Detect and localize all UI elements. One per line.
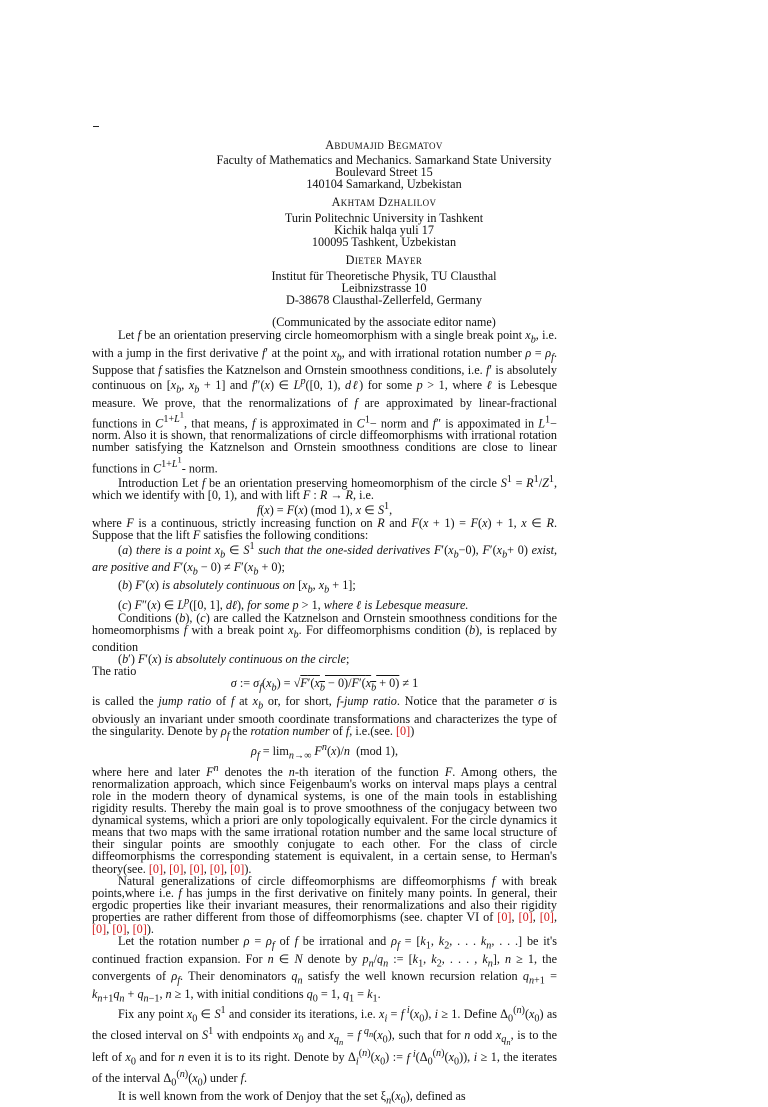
affiliation-1-line-1: Faculty of Mathematics and Mechanics. Samarkand State University bbox=[216, 153, 552, 167]
citation-link[interactable]: [0] bbox=[132, 922, 147, 936]
citation-link[interactable]: [0] bbox=[230, 861, 245, 876]
denjoy-paragraph: It is well known from the work of Denjoy that the set $\xi_n(x_0)$, defined as bbox=[118, 1088, 466, 1107]
citation-link[interactable]: [0] bbox=[518, 909, 533, 924]
condition-a: (a) there is a point $x_b$ ∈ $S^1$ such that the one-sided derivatives $F'(x_b-0)$, $F'(x_b+ 0)$ exist, are positive and $F'(x_b - 0) \ne F'(x_b + 0)$; bbox=[92, 540, 558, 578]
communicated-line: (Communicated by the associate editor name) bbox=[272, 315, 496, 329]
equation-rotation-number: $\rho_f = \lim_{n\to\infty} F^n(x)/n$ (mod 1), bbox=[250, 742, 399, 762]
affiliation-3-line-2: Leibnizstrasse 10 bbox=[341, 281, 427, 295]
author-name-2: Akhtam Dzhalilov bbox=[331, 195, 437, 209]
generalizations-paragraph: Natural generalizations of circle diffeomorphisms are diffeomorphisms f with break points,where i.e. f has jumps in the first derivative on finitely many points. In general, their ergodic properties like their invariant measures, their renormalizations and also their rigidity properties are rather different from those of diffeomorphisms (see. chapter VI of [0], [0], [0], [0], [0], [0]). bbox=[92, 873, 558, 936]
affiliation-1-line-3: 140104 Samarkand, Uzbekistan bbox=[306, 177, 462, 191]
abstract-paragraph: Let f be an orientation preserving circle homeomorphism with a single break point $x_b$, i.e. with a jump in the first derivative f′ at the point $x_b$, and with irrational rotation number $\rho = \rho_f$. Suppose that f satisfies the Katznelson and Ornstein smoothness conditions, i.e. f′ is absolutely continuous on [$x_b$, $x_b + 1$] and f″(x) ∈ $L^p([0$, 1), dℓ) for some p > 1, where ℓ is Lebesque measure. We prove, that the renormalizations of f are approximated by linear-fractional functions in $C^{1+L^1}$, that means, f is approximated in $C^1-$ norm and f″ is appoximated in $L^1-$ norm. Also it is shown, that renormalizations of circle diffeomorphisms with irrational rotation number satisfying the Katznelson and Ornstein smoothness conditions are close to linear functions in $C^{1+L^1}-$ norm. bbox=[92, 328, 558, 476]
equation-lift: f(x) = F(x) (mod 1), x ∈ $S^1$, bbox=[256, 501, 393, 518]
introduction-paragraph: Introduction Let f be an orientation preserving homeomorphism of the circle $S^1 = R^1/Z^1$, which we identify with [0, 1), and with lift F : R → R, i.e. bbox=[92, 474, 557, 503]
affiliation-3-line-3: D-38678 Clausthal-Zellerfeld, Germany bbox=[286, 293, 482, 307]
affiliation-2-line-1: Turin Politechnic University in Tashkent bbox=[284, 211, 484, 225]
affiliation-2-line-2: Kichik halqa yuli 17 bbox=[334, 223, 434, 237]
iterations-paragraph: Fix any point $x_0$ ∈ $S^1$ and consider its iterations, i.e. $x_i = f$ $^i(x_0)$, i ≥ 1. Define $\Delta_0^{(n)}(x_0)$ as the closed interval on $S^1$ with endpoints $x_0$ and $x_{q_n} = f$ $^{q_n}(x_0)$, such that for n odd $x_{q_n}$, is to the left of $x_0$ and for n even it is to its right. Denote by $\Delta_i^{(n)}(x_0)$ := f $^i(\Delta_0^{(n)}(x_0))$, i ≥ 1, the iterates of the interval $\Delta_0^{(n)}(x_0)$ under f. bbox=[92, 1005, 558, 1089]
citation-link[interactable]: [0] bbox=[148, 861, 164, 876]
condition-b: (b) F′(x) is absolutely continuous on [$x_b$, $x_b + 1$]; bbox=[118, 577, 356, 596]
paper-body bbox=[92, 329, 557, 1107]
equation-jump-ratio: σ := $\sigma_f(x_b) = √F'(x_b - 0)/F'(x_b + 0) \ne 1$ bbox=[230, 676, 419, 694]
continued-fraction-paragraph: Let the rotation number $\rho = \rho_f$ of f be irrational and $\rho_f = [k_1$, $k_2$, . . . $k_n$, . . .] be it's continued fraction expansion. For n ∈ N denote by $p_n/q_n$ := [$k_1$, $k_2$, . . . , $k_n$], n ≥ 1, the convergents of $\rho_f$. Their denominators $q_n$ satisfy the well known recursion relation $q_{n+1} = k_{n+1}q_n + q_{n-1}$, n ≥ 1, with initial conditions $q_0 = 1$, $q_1 = k_1$. bbox=[92, 934, 558, 1005]
citation-link[interactable]: [0] bbox=[189, 861, 204, 876]
ratio-label: The ratio bbox=[92, 664, 137, 679]
conditions-paragraph: Conditions (b), (c) are called the Katznelson and Ornstein smoothness conditions for the homeomorphisms f with a break point $x_b$. For diffeomorphisms condition (b), is replaced by condition bbox=[92, 610, 557, 655]
citation-link[interactable]: [0] bbox=[395, 723, 411, 738]
affiliation-2-line-3: 100095 Tashkent, Uzbekistan bbox=[311, 235, 457, 249]
citation-link[interactable]: [0] bbox=[539, 909, 554, 924]
lift-paragraph: where F is a continuous, strictly increasing function on R and F(x + 1) = F(x) + 1, x ∈ R. Suppose that the lift F satisfies the following conditions: bbox=[92, 515, 557, 542]
affiliation-1-line-2: Boulevard Street 15 bbox=[335, 165, 433, 179]
jump-ratio-paragraph: is called the jump ratio of f at $x_b$ or, for short, f-jump ratio. Notice that the parameter σ is obviously an invariant under smooth coordinate transformations and characterizes the type of the singularity. Denote by $\rho_f$ the rotation number of f, i.e.(see. [0]) bbox=[92, 693, 558, 742]
affiliation-3-line-1: Institut für Theoretische Physik, TU Clausthal bbox=[271, 269, 497, 283]
citation-link[interactable]: [0] bbox=[169, 861, 184, 876]
citation-link[interactable]: [0] bbox=[112, 922, 127, 936]
condition-b-prime: (b′) F′(x) is absolutely continuous on the circle; bbox=[118, 652, 350, 667]
renormalization-paragraph: where here and later $F^n$ denotes the n-th iteration of the function F. Among others, the renormalization approach, which since Feigenbaum's works on interval maps plays a central role in the modern theory of dynamical systems, is one of the main tools in establishing rigidity results. Thereby the main goal is to prove smoothness of the conjugacy between two dynamical systems, which a priori are only topologically equivalent. For the circle dynamics it means that two maps with the same irrational rotation number and the same local structure of their singular points are smoothly conjugate to each other. For the class of circle diffeomorphisms the corresponding statement is equivalent, in a certain sense, to Herman's theory(see. [0], [0], [0], [0], [0]). bbox=[92, 762, 557, 876]
dash-mark bbox=[93, 126, 99, 127]
citation-link[interactable]: [0] bbox=[209, 861, 225, 876]
condition-c: (c) F″(x) ∈ $L^p([0$, 1], dℓ), for some p > 1, where ℓ is Lebesque measure. bbox=[118, 596, 469, 613]
citation-link[interactable]: [0] bbox=[497, 909, 512, 924]
author-name-3: Dieter Mayer bbox=[345, 253, 423, 267]
author-name-1: Abdumajid Begmatov bbox=[325, 138, 443, 152]
citation-link[interactable]: [0] bbox=[92, 922, 107, 936]
